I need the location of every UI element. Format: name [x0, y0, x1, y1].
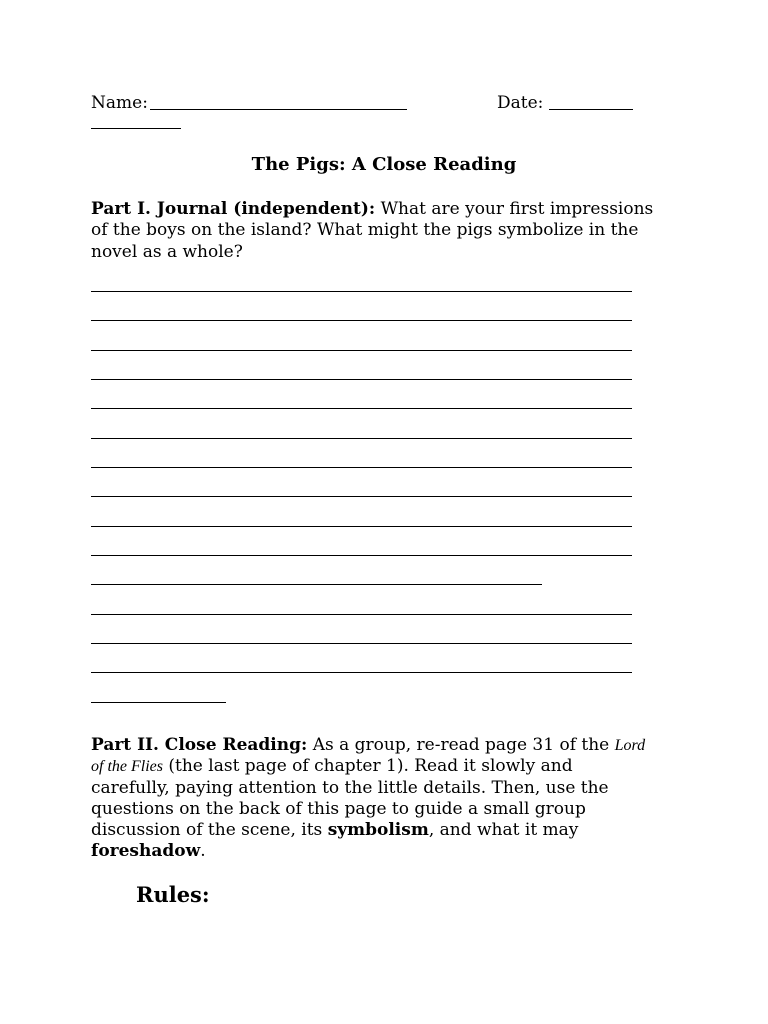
journal-line[interactable]	[91, 320, 632, 321]
journal-line[interactable]	[91, 350, 632, 351]
symbolism-term: symbolism	[327, 820, 429, 841]
journal-line[interactable]	[91, 614, 632, 615]
name-label: Name:	[91, 93, 148, 113]
journal-line[interactable]	[91, 467, 632, 468]
part1-line2: of the boys on the island? What might the pigs symbolize in the	[91, 220, 639, 241]
part1-heading: Part I. Journal (independent):	[91, 199, 376, 219]
journal-line[interactable]	[91, 555, 632, 556]
journal-line[interactable]	[91, 672, 632, 673]
part1-line1: What are your first impressions	[380, 199, 654, 219]
journal-line[interactable]	[91, 526, 632, 527]
part2-instructions	[91, 735, 645, 863]
journal-line[interactable]	[91, 496, 632, 497]
date-field-continued[interactable]	[91, 128, 181, 129]
part2-line2: (the last page of chapter 1). Read it slowly and	[168, 756, 573, 777]
part1-line3: novel as a whole?	[91, 241, 243, 262]
part2-heading: Part II. Close Reading:	[91, 735, 308, 755]
part2-line1: As a group, re-read page 31 of the	[312, 735, 610, 755]
journal-line[interactable]	[91, 702, 226, 703]
part2-line4: questions on the back of this page to guide a small group	[91, 798, 586, 819]
journal-line[interactable]	[91, 438, 632, 439]
foreshadow-term: foreshadow	[91, 841, 201, 862]
journal-line[interactable]	[91, 584, 542, 585]
date-label: Date:	[497, 93, 544, 113]
part2-line5-pre: discussion of the scene, its	[91, 820, 323, 841]
part2-line6-post: .	[200, 841, 206, 862]
part1-instructions	[91, 199, 653, 263]
journal-line[interactable]	[91, 291, 632, 292]
journal-line[interactable]	[91, 379, 632, 380]
book-title-part1: Lord	[614, 737, 646, 754]
journal-line[interactable]	[91, 408, 632, 409]
book-title-part2: of the Flies	[91, 758, 163, 776]
page-title: The Pigs: A Close Reading	[251, 154, 517, 175]
journal-line[interactable]	[91, 643, 632, 644]
rules-heading: Rules:	[136, 882, 210, 907]
name-field[interactable]	[150, 109, 407, 110]
part2-line3: carefully, paying attention to the little details. Then, use the	[91, 777, 609, 798]
part2-line5-post: , and what it may	[428, 820, 579, 841]
date-field[interactable]	[549, 109, 633, 110]
